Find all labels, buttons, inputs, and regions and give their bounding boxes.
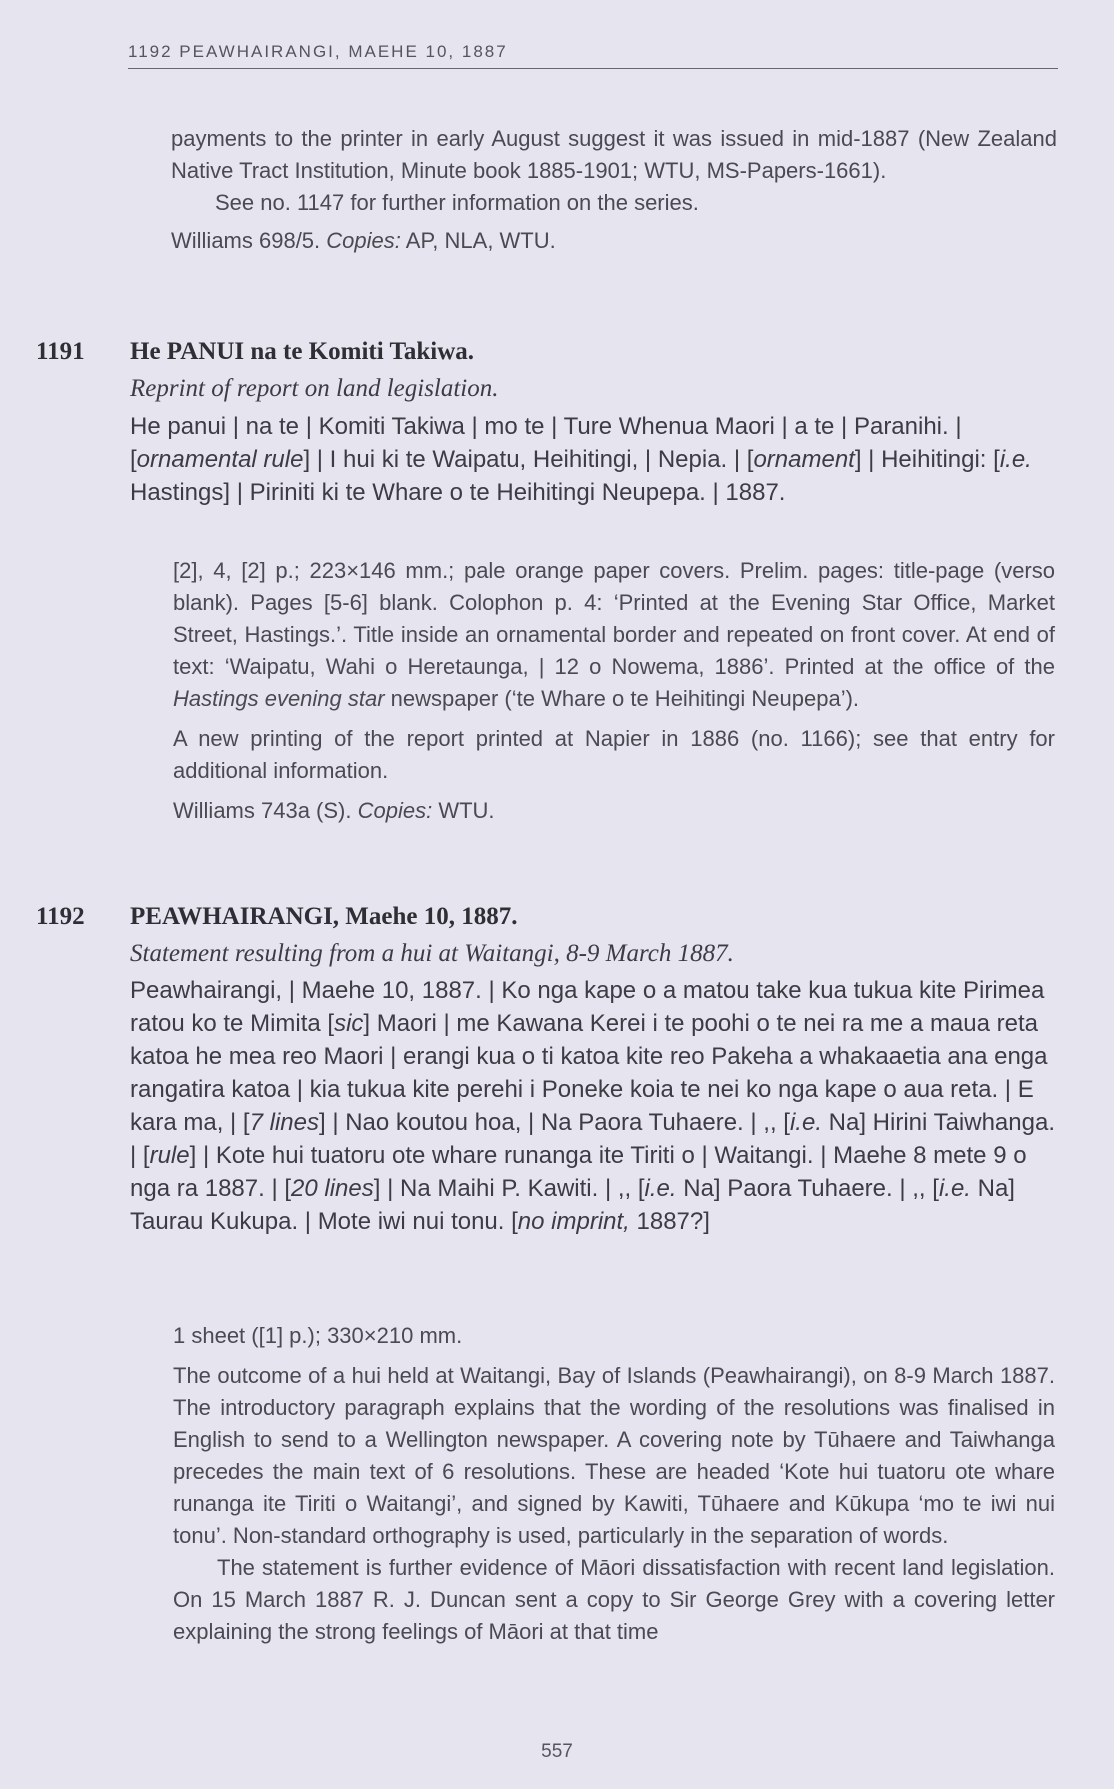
copies-label: Copies:: [326, 228, 401, 253]
editorial-note: i.e.: [938, 1175, 971, 1202]
transcript-text: Na] Taurau Kukupa. | Mote iwi nui tonu. [: [130, 1175, 1015, 1235]
note-paragraph: A new printing of the report printed at Napier in 1886 (no. 1166); see that entry for additional information.: [173, 726, 1055, 783]
transcript-text: 1887?]: [629, 1208, 710, 1235]
bibliographic-reference: Williams 743a (S).: [173, 798, 352, 823]
page-number: 557: [541, 1741, 573, 1762]
continuation-paragraph: [171, 123, 1057, 257]
transcript-text: ] | Heihitingi: [: [854, 446, 1000, 473]
collation-paragraph: [173, 555, 1055, 715]
entry-subtitle: Statement resulting from a hui at Waitangi, 8-9 March 1887.: [130, 940, 734, 967]
editorial-note: ornamental rule: [136, 446, 304, 473]
entry-subtitle: Reprint of report on land legislation.: [130, 375, 499, 402]
continuation-text: payments to the printer in early August suggest it was issued in mid-1887 (New Zealand Native Tract Institution, Minute book 1885-1901; WTU, MS-Papers-1661).: [171, 126, 1057, 183]
running-head: 1192 PEAWHAIRANGI, MAEHE 10, 1887: [128, 42, 1058, 69]
description-paragraph: The statement is further evidence of Māori dissatisfaction with recent land legislation. On 15 March 1887 R. J. Duncan sent a copy to Sir George Grey with a covering letter explaining the strong feelings of Māori at that time: [173, 1555, 1055, 1644]
editorial-note: i.e.: [999, 446, 1032, 473]
copies-line: [173, 795, 1055, 827]
entry-number: 1192: [36, 903, 85, 930]
bibliographic-reference: Williams 698/5.: [171, 228, 321, 253]
title-page-transcript: [130, 974, 1055, 1238]
collation-paragraph: 1 sheet ([1] p.); 330×210 mm.: [173, 1323, 463, 1348]
transcript-text: Na] Hirini Taiwhanga. | [: [130, 1109, 1055, 1169]
transcript-text: ] | Na Maihi P. Kawiti. | ,, [: [373, 1175, 645, 1202]
entry-description: [173, 1320, 1055, 1656]
entry-description: [173, 555, 1055, 835]
editorial-note: sic: [334, 1010, 364, 1037]
description-paragraph: The outcome of a hui held at Waitangi, Bay of Islands (Peawhairangi), on 8-9 March 1887. The introductory paragraph explains that the wording of the resolutions was finalised in English to send to a Wellington newspaper. A covering note by Tūhaere and Taiwhanga precedes the main text of 6 resolutions. These are headed ‘Kote hui tuatoru ote whare runanga ite Tiriti o Waitangi’, and signed by Kawiti, Tūhaere and Kūkupa ‘mo te iwi nui tonu’. Non-standard orthography is used, particularly in the separation of words.: [173, 1363, 1055, 1548]
transcript-text: ] | Kote hui tuatoru ote whare runanga ite Tiriti o | Waitangi. | Maehe 8 mete 9 o nga ra 1887. | [: [130, 1142, 1027, 1202]
editorial-note: i.e.: [789, 1109, 822, 1136]
transcript-text: Hastings] | Piriniti ki te Whare o te Heihitingi Neupepa. | 1887.: [130, 479, 786, 506]
editorial-note: rule: [149, 1142, 190, 1169]
continuation-copies: [171, 225, 1057, 257]
description-text: newspaper (‘te Whare o te Heihitingi Neupepa’).: [384, 686, 860, 711]
transcript-text: ] | Nao koutou hoa, | Na Paora Tuhaere. | ,, [: [318, 1109, 790, 1136]
continuation-see-also: See no. 1147 for further information on the series.: [215, 190, 699, 215]
editorial-note: i.e.: [644, 1175, 677, 1202]
newspaper-title: Hastings evening star: [173, 686, 385, 711]
copies-label: Copies:: [357, 798, 433, 823]
description-text: [2], 4, [2] p.; 223×146 mm.; pale orange paper covers. Prelim. pages: title-page (verso blank). Pages [5-6] blank. Colophon p. 4: ‘Printed at the Evening Star Office, Market Street, Hastings.’. Title inside an ornamental border and repeated on front cover. At end of text: ‘Waipatu, Wahi o Heretaunga, | 12 o Nowema, 1886’. Printed at the office of the: [173, 558, 1055, 679]
entry-heading: PEAWHAIRANGI, Maehe 10, 1887.: [130, 903, 518, 930]
copies-list: AP, NLA, WTU.: [405, 228, 556, 253]
transcript-text: ] Maori | me Kawana Kerei i te poohi o te nei ra me a maua reta katoa he mea reo Maori | erangi kua o ti katoa kite reo Pakeha a whakaaetia ana enga rangatira katoa | kia tukua kite perehi i Poneke koia te nei ko nga kape o aua reta. | E kara ma, | [: [130, 1010, 1048, 1136]
entry-number: 1191: [36, 338, 85, 365]
editorial-note: no imprint,: [517, 1208, 630, 1235]
title-page-transcript: [130, 410, 1055, 509]
transcript-text: He panui | na te | Komiti Takiwa | mo te | Ture Whenua Maori | a te | Paranihi. | [: [130, 413, 962, 473]
transcript-text: ] | I hui ki te Waipatu, Heihitingi, | Nepia. | [: [303, 446, 754, 473]
transcript-text: Peawhairangi, | Maehe 10, 1887. | Ko nga kape o a matou take kua tukua kite Pirimea ratou ko te Mimita [: [130, 977, 1045, 1037]
entry-heading: He PANUI na te Komiti Takiwa.: [130, 338, 474, 365]
editorial-note: 20 lines: [291, 1175, 374, 1202]
editorial-note: ornament: [753, 446, 855, 473]
editorial-note: 7 lines: [249, 1109, 319, 1136]
copies-list: WTU.: [438, 798, 495, 823]
transcript-text: Na] Paora Tuhaere. | ,, [: [676, 1175, 939, 1202]
